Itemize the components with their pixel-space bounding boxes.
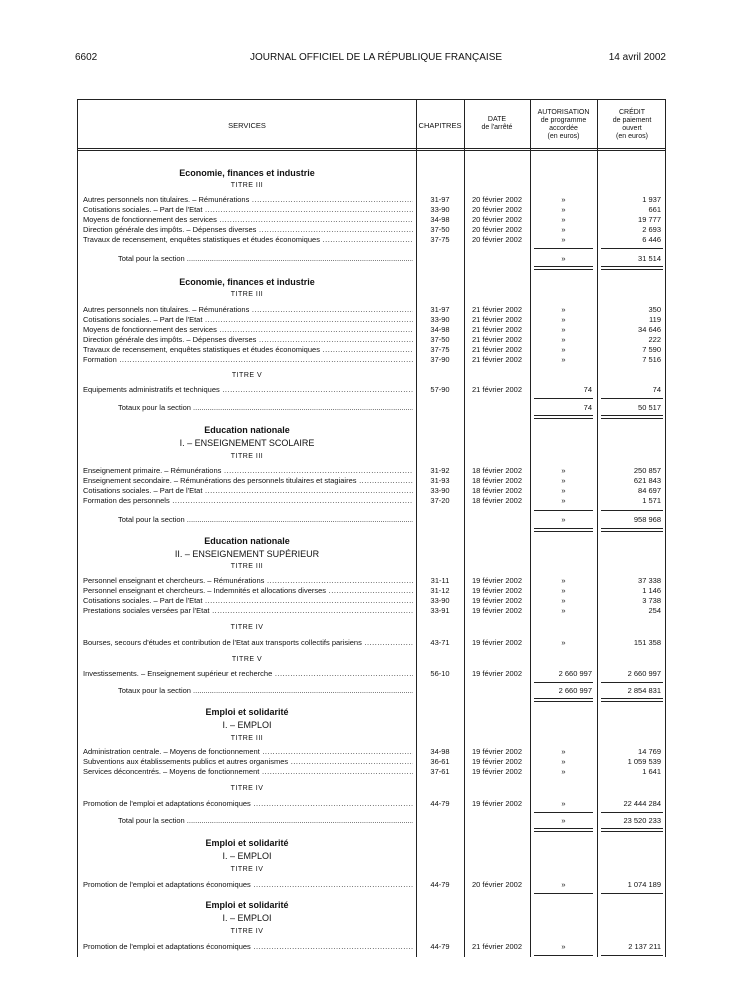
section-subtitle: I. – ENSEIGNEMENT SCOLAIRE — [179, 438, 315, 448]
subtotal-rule — [601, 955, 663, 956]
row-credit: 6 446 — [642, 235, 661, 244]
row-chapter: 44-79 — [430, 942, 450, 951]
total-double-rule — [534, 698, 593, 702]
column-header-auth-line: (en euros) — [547, 133, 580, 140]
column-header-credit-line: CRÉDIT — [618, 109, 646, 116]
row-authorisation: » — [561, 345, 566, 354]
row-authorisation: » — [561, 767, 566, 776]
row-chapter: 33-91 — [430, 606, 450, 615]
row-date: 21 février 2002 — [471, 355, 523, 364]
table-row — [78, 195, 667, 205]
table-row — [78, 305, 667, 315]
row-chapter: 37-75 — [430, 235, 450, 244]
row-credit: 2 660 997 — [627, 669, 661, 678]
row-authorisation: 74 — [583, 385, 592, 394]
row-chapter: 43-71 — [430, 638, 450, 647]
row-date: 18 février 2002 — [471, 476, 523, 485]
total-authorisation: » — [561, 254, 566, 263]
subtotal-rule — [601, 893, 663, 894]
total-credit: 2 854 831 — [627, 686, 661, 695]
total-credit: 31 514 — [638, 254, 661, 263]
header-rule — [78, 148, 665, 149]
total-authorisation: 2 660 997 — [558, 686, 592, 695]
section-subtitle: I. – EMPLOI — [222, 851, 272, 861]
row-authorisation: » — [561, 466, 566, 475]
row-date: 19 février 2002 — [471, 747, 523, 756]
column-header-autorisation — [530, 109, 597, 141]
table-row — [78, 215, 667, 225]
row-date: 21 février 2002 — [471, 345, 523, 354]
column-header-date-line: DATE — [487, 116, 507, 123]
row-credit: 1 059 539 — [627, 757, 661, 766]
row-date: 21 février 2002 — [471, 305, 523, 314]
row-authorisation: » — [561, 586, 566, 595]
row-label: Equipements administratifs et techniques ..... — [83, 385, 413, 395]
row-label: Formation ..... — [83, 355, 413, 365]
row-label: Prestations sociales versées par l'Etat ..... — [83, 606, 413, 616]
subtotal-rule — [534, 955, 593, 956]
subtotal-rule — [534, 893, 593, 894]
row-date: 19 février 2002 — [471, 799, 523, 808]
row-chapter: 56-10 — [430, 669, 450, 678]
ministry-heading: Education nationale — [204, 425, 290, 435]
row-date: 18 février 2002 — [471, 496, 523, 505]
titre-heading: TITRE IV — [230, 928, 264, 935]
total-double-rule — [534, 415, 593, 419]
total-authorisation: » — [561, 515, 566, 524]
row-chapter: 34-98 — [430, 747, 450, 756]
row-label: Moyens de fonctionnement des services ..... — [83, 215, 413, 225]
row-credit: 661 — [648, 205, 661, 214]
total-double-rule — [601, 266, 663, 270]
row-chapter: 31-92 — [430, 466, 450, 475]
row-authorisation: 2 660 997 — [558, 669, 592, 678]
row-chapter: 36-61 — [430, 757, 450, 766]
titre-heading: TITRE III — [230, 453, 264, 460]
row-date: 20 février 2002 — [471, 880, 523, 889]
row-credit: 2 137 211 — [628, 942, 661, 951]
titre-heading: TITRE III — [230, 291, 264, 298]
row-chapter: 33-90 — [430, 205, 450, 214]
row-credit: 222 — [648, 335, 661, 344]
subtotal-rule — [534, 682, 593, 683]
ministry-heading: Emploi et solidarité — [205, 900, 289, 910]
table-row — [78, 942, 667, 952]
row-chapter: 44-79 — [430, 880, 450, 889]
row-date: 20 février 2002 — [471, 215, 523, 224]
table-row — [78, 767, 667, 777]
titre-heading: TITRE IV — [230, 866, 264, 873]
titre-heading: TITRE V — [231, 372, 263, 379]
table-row — [78, 747, 667, 757]
section-subtitle: II. – ENSEIGNEMENT SUPÉRIEUR — [174, 549, 320, 559]
total-row — [78, 686, 667, 696]
table-row — [78, 486, 667, 496]
row-credit: 119 — [649, 315, 661, 324]
row-authorisation: » — [561, 576, 566, 585]
row-label: Enseignement primaire. – Rémunérations ..... — [83, 466, 413, 476]
ministry-heading: Emploi et solidarité — [205, 707, 289, 717]
row-date: 19 février 2002 — [471, 757, 523, 766]
row-authorisation: » — [561, 486, 566, 495]
ministry-heading: Economie, finances et industrie — [179, 168, 315, 178]
row-label: Bourses, secours d'études et contribution de l'Etat aux transports collectifs parisiens ..... — [83, 638, 413, 648]
row-authorisation: » — [561, 799, 566, 808]
section-subtitle: I. – EMPLOI — [222, 913, 272, 923]
total-credit: 958 968 — [633, 515, 661, 524]
row-label: Promotion de l'emploi et adaptations économiques ..... — [83, 799, 413, 809]
row-label: Subventions aux établissements publics et autres organismes ..... — [83, 757, 413, 767]
row-date: 21 février 2002 — [471, 315, 523, 324]
row-credit: 1 074 189 — [627, 880, 661, 889]
row-authorisation: » — [561, 355, 566, 364]
row-credit: 254 — [648, 606, 661, 615]
row-credit: 151 358 — [633, 638, 661, 647]
row-date: 19 février 2002 — [471, 638, 523, 647]
total-authorisation: 74 — [583, 403, 592, 412]
row-authorisation: » — [561, 880, 566, 889]
table-row — [78, 345, 667, 355]
row-authorisation: » — [561, 747, 566, 756]
row-credit: 2 693 — [642, 225, 661, 234]
row-credit: 7 590 — [642, 345, 661, 354]
row-label: Services déconcentrés. – Moyens de fonctionnement ..... — [83, 767, 413, 777]
row-credit: 74 — [652, 385, 661, 394]
table-row — [78, 315, 667, 325]
row-date: 20 février 2002 — [471, 225, 523, 234]
column-header-date — [464, 116, 530, 132]
row-chapter: 33-90 — [430, 315, 450, 324]
row-label: Autres personnels non titulaires. – Rémunérations ..... — [83, 195, 413, 205]
credits-table — [77, 99, 666, 957]
row-authorisation: » — [561, 225, 566, 234]
row-credit: 3 738 — [642, 596, 661, 605]
row-label: Direction générale des impôts. – Dépenses diverses ..... — [83, 225, 413, 235]
table-row — [78, 476, 667, 486]
row-credit: 84 697 — [638, 486, 661, 495]
row-chapter: 37-90 — [430, 355, 450, 364]
table-row — [78, 235, 667, 245]
row-date: 21 février 2002 — [471, 942, 523, 951]
row-chapter: 37-50 — [430, 335, 450, 344]
row-authorisation: » — [561, 496, 566, 505]
titre-heading: TITRE V — [231, 656, 263, 663]
row-label: Autres personnels non titulaires. – Rémunérations ..... — [83, 305, 413, 315]
table-row — [78, 799, 667, 809]
row-date: 20 février 2002 — [471, 195, 523, 204]
row-chapter: 44-79 — [430, 799, 450, 808]
column-header-auth-line: de programme — [540, 117, 587, 124]
row-authorisation: » — [561, 942, 566, 951]
total-double-rule — [601, 698, 663, 702]
row-chapter: 37-20 — [430, 496, 450, 505]
subtotal-rule — [601, 248, 663, 249]
column-header-credit — [597, 109, 667, 141]
table-row — [78, 466, 667, 476]
total-row — [78, 403, 667, 413]
row-authorisation: » — [561, 476, 566, 485]
row-chapter: 37-75 — [430, 345, 450, 354]
total-label: Total pour la section ..... — [118, 515, 413, 525]
subtotal-rule — [601, 812, 663, 813]
total-label: Total pour la section ..... — [118, 816, 413, 826]
row-date: 20 février 2002 — [471, 235, 523, 244]
row-authorisation: » — [561, 305, 566, 314]
row-label: Moyens de fonctionnement des services ..... — [83, 325, 413, 335]
subtotal-rule — [534, 398, 593, 399]
row-label: Personnel enseignant et chercheurs. – Indemnités et allocations diverses ..... — [83, 586, 413, 596]
total-credit: 50 517 — [638, 403, 661, 412]
row-chapter: 57-90 — [430, 385, 450, 394]
row-label: Direction générale des impôts. – Dépenses diverses ..... — [83, 335, 413, 345]
publication-date: 14 avril 2002 — [608, 52, 666, 63]
row-credit: 1 146 — [642, 586, 661, 595]
total-double-rule — [601, 828, 663, 832]
total-row — [78, 515, 667, 525]
row-credit: 621 843 — [633, 476, 661, 485]
row-credit: 250 857 — [633, 466, 661, 475]
header-rule — [78, 150, 665, 151]
titre-heading: TITRE III — [230, 735, 264, 742]
total-row — [78, 816, 667, 826]
subtotal-rule — [601, 682, 663, 683]
column-header-credit-line: de paiement — [612, 117, 652, 124]
total-label: Totaux pour la section ..... — [118, 686, 413, 696]
row-authorisation: » — [561, 335, 566, 344]
row-chapter: 34-98 — [430, 215, 450, 224]
row-label: Personnel enseignant et chercheurs. – Rémunérations ..... — [83, 576, 413, 586]
total-double-rule — [534, 528, 593, 532]
row-chapter: 34-98 — [430, 325, 450, 334]
row-label: Promotion de l'emploi et adaptations économiques ..... — [83, 942, 413, 952]
row-chapter: 31-97 — [430, 305, 450, 314]
row-chapter: 37-50 — [430, 225, 450, 234]
subtotal-rule — [601, 510, 663, 511]
row-date: 19 février 2002 — [471, 596, 523, 605]
column-header-credit-line: (en euros) — [616, 133, 648, 140]
titre-heading: TITRE III — [230, 563, 264, 570]
row-date: 21 février 2002 — [471, 335, 523, 344]
row-authorisation: » — [561, 596, 566, 605]
section-subtitle: I. – EMPLOI — [222, 720, 272, 730]
total-authorisation: » — [561, 816, 566, 825]
total-label: Total pour la section ..... — [118, 254, 413, 264]
table-row — [78, 576, 667, 586]
row-label: Cotisations sociales. – Part de l'Etat ..... — [83, 205, 413, 215]
table-row — [78, 385, 667, 395]
table-row — [78, 225, 667, 235]
row-credit: 22 444 284 — [623, 799, 661, 808]
subtotal-rule — [601, 398, 663, 399]
row-label: Cotisations sociales. – Part de l'Etat ..... — [83, 486, 413, 496]
row-authorisation: » — [561, 325, 566, 334]
row-label: Promotion de l'emploi et adaptations économiques ..... — [83, 880, 413, 890]
total-double-rule — [601, 528, 663, 532]
ministry-heading: Economie, finances et industrie — [179, 277, 315, 287]
titre-heading: TITRE IV — [230, 624, 264, 631]
row-label: Travaux de recensement, enquêtes statistiques et études économiques ..... — [83, 235, 413, 245]
table-row — [78, 606, 667, 616]
row-chapter: 31-11 — [430, 576, 450, 585]
row-authorisation: » — [561, 205, 566, 214]
row-date: 21 février 2002 — [471, 325, 523, 334]
row-chapter: 31-12 — [430, 586, 450, 595]
table-row — [78, 205, 667, 215]
table-row — [78, 669, 667, 679]
total-double-rule — [534, 266, 593, 270]
row-label: Cotisations sociales. – Part de l'Etat ..... — [83, 596, 413, 606]
row-credit: 1 571 — [642, 496, 661, 505]
row-date: 19 février 2002 — [471, 669, 523, 678]
column-header-auth-line: accordée — [549, 125, 578, 132]
row-label: Investissements. – Enseignement supérieur et recherche ..... — [83, 669, 413, 679]
table-row — [78, 757, 667, 767]
row-authorisation: » — [561, 606, 566, 615]
row-credit: 350 — [648, 305, 661, 314]
row-credit: 34 646 — [638, 325, 661, 334]
row-chapter: 31-93 — [430, 476, 450, 485]
journal-title: JOURNAL OFFICIEL DE LA RÉPUBLIQUE FRANÇAISE — [249, 52, 503, 63]
table-row — [78, 638, 667, 648]
row-date: 19 février 2002 — [471, 576, 523, 585]
table-row — [78, 586, 667, 596]
table-row — [78, 355, 667, 365]
row-date: 20 février 2002 — [471, 205, 523, 214]
row-date: 19 février 2002 — [471, 586, 523, 595]
row-authorisation: » — [561, 235, 566, 244]
subtotal-rule — [534, 510, 593, 511]
table-row — [78, 496, 667, 506]
row-authorisation: » — [561, 215, 566, 224]
column-header-chapitres: CHAPITRES — [418, 121, 462, 130]
row-credit: 7 516 — [642, 355, 661, 364]
row-authorisation: » — [561, 638, 566, 647]
row-authorisation: » — [561, 195, 566, 204]
row-label: Enseignement secondaire. – Rémunérations des personnels titulaires et stagiaires ..... — [83, 476, 413, 486]
total-double-rule — [601, 415, 663, 419]
column-header-auth-line: AUTORISATION — [537, 109, 590, 116]
ministry-heading: Emploi et solidarité — [205, 838, 289, 848]
table-row — [78, 335, 667, 345]
table-row — [78, 325, 667, 335]
row-label: Administration centrale. – Moyens de fonctionnement ..... — [83, 747, 413, 757]
table-row — [78, 880, 667, 890]
row-date: 18 février 2002 — [471, 486, 523, 495]
row-date: 21 février 2002 — [471, 385, 523, 394]
row-date: 19 février 2002 — [471, 767, 523, 776]
row-date: 19 février 2002 — [471, 606, 523, 615]
column-header-credit-line: ouvert — [622, 125, 642, 132]
row-chapter: 33-90 — [430, 596, 450, 605]
row-authorisation: » — [561, 315, 566, 324]
row-chapter: 33-90 — [430, 486, 450, 495]
row-credit: 19 777 — [638, 215, 661, 224]
row-chapter: 37-61 — [430, 767, 450, 776]
total-credit: 23 520 233 — [623, 816, 661, 825]
ministry-heading: Education nationale — [204, 536, 290, 546]
titre-heading: TITRE III — [230, 182, 264, 189]
row-label: Travaux de recensement, enquêtes statistiques et études économiques ..... — [83, 345, 413, 355]
row-credit: 14 769 — [638, 747, 661, 756]
row-credit: 1 937 — [642, 195, 661, 204]
column-header-services: SERVICES — [228, 121, 266, 130]
row-label: Formation des personnels ..... — [83, 496, 413, 506]
total-double-rule — [534, 828, 593, 832]
row-label: Cotisations sociales. – Part de l'Etat ..... — [83, 315, 413, 325]
titre-heading: TITRE IV — [230, 785, 264, 792]
total-label: Totaux pour la section ..... — [118, 403, 413, 413]
row-credit: 1 641 — [642, 767, 661, 776]
subtotal-rule — [534, 812, 593, 813]
column-header-date-line: de l'arrêté — [481, 124, 513, 131]
subtotal-rule — [534, 248, 593, 249]
row-credit: 37 338 — [638, 576, 661, 585]
row-chapter: 31-97 — [430, 195, 450, 204]
total-row — [78, 254, 667, 264]
row-date: 18 février 2002 — [471, 466, 523, 475]
page-number: 6602 — [75, 52, 98, 63]
table-row — [78, 596, 667, 606]
row-authorisation: » — [561, 757, 566, 766]
